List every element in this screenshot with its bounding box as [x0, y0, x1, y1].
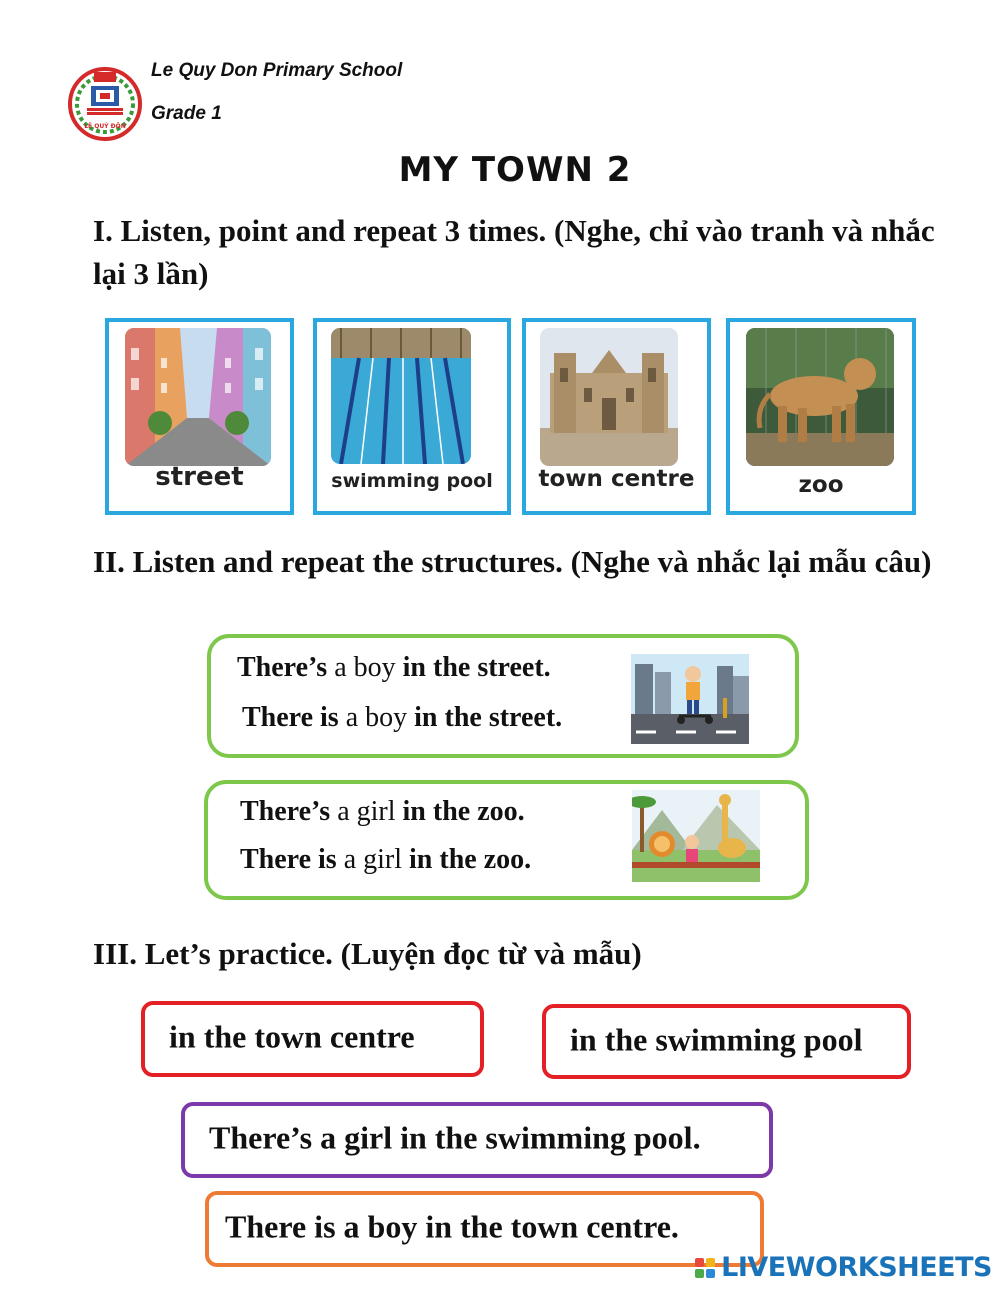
- phrase-text: in the swimming pool: [570, 1021, 863, 1058]
- card-swimming-pool[interactable]: [313, 318, 511, 515]
- school-logo: [67, 60, 143, 146]
- section-3-heading: III. Let’s practice. (Luyện đọc từ và mẫu): [93, 936, 642, 971]
- school-name: Le Quy Don Primary School: [151, 60, 403, 81]
- town-centre-photo: [540, 328, 678, 466]
- sentence-text: There’s a girl in the swimming pool.: [209, 1119, 701, 1156]
- page-title: MY TOWN 2: [398, 150, 632, 190]
- structure-box-street: [207, 634, 799, 758]
- sentence-text: There is a boy in the town centre.: [225, 1208, 679, 1245]
- structure-box-zoo: [204, 780, 809, 900]
- phrase-box-swimming-pool[interactable]: [542, 1004, 911, 1079]
- card-label-zoo: zoo: [798, 472, 844, 498]
- structure-line: There is a boy in the street.: [242, 702, 563, 733]
- street-photo: [125, 328, 271, 466]
- structure-line: There is a girl in the zoo.: [240, 844, 532, 875]
- structure-line: There’s a boy in the street.: [237, 652, 551, 683]
- sentence-box-boy[interactable]: [205, 1191, 764, 1267]
- brand-logo-icon: [695, 1258, 715, 1278]
- girl-zoo-cartoon: [632, 790, 760, 882]
- card-town-centre[interactable]: [522, 318, 711, 515]
- card-label-town-centre: town centre: [538, 466, 695, 492]
- svg-text:LÊ QUÝ ĐÔN: LÊ QUÝ ĐÔN: [84, 123, 126, 130]
- section-2-heading: II. Listen and repeat the structures. (Nghe và nhắc lại mẫu câu): [93, 544, 932, 579]
- section-1-heading: I. Listen, point and repeat 3 times. (Nghe, chỉ vào tranh và nhắc lại 3 lần): [93, 213, 935, 291]
- phrase-text: in the town centre: [169, 1018, 415, 1055]
- sentence-box-girl[interactable]: [181, 1102, 773, 1178]
- brand-text: LIVEWORKSHEETS: [721, 1252, 992, 1283]
- card-label-street: street: [155, 462, 244, 492]
- swimming-pool-photo: [331, 328, 471, 464]
- boy-street-cartoon: [631, 654, 749, 744]
- card-street[interactable]: [105, 318, 294, 515]
- zoo-lion-photo: [746, 328, 894, 466]
- card-label-swimming-pool: swimming pool: [331, 470, 493, 492]
- grade-label: Grade 1: [151, 103, 222, 124]
- card-zoo[interactable]: [726, 318, 916, 515]
- structure-line: There’s a girl in the zoo.: [240, 796, 525, 827]
- phrase-box-town-centre[interactable]: [141, 1001, 484, 1077]
- liveworksheets-brand[interactable]: [695, 1252, 992, 1283]
